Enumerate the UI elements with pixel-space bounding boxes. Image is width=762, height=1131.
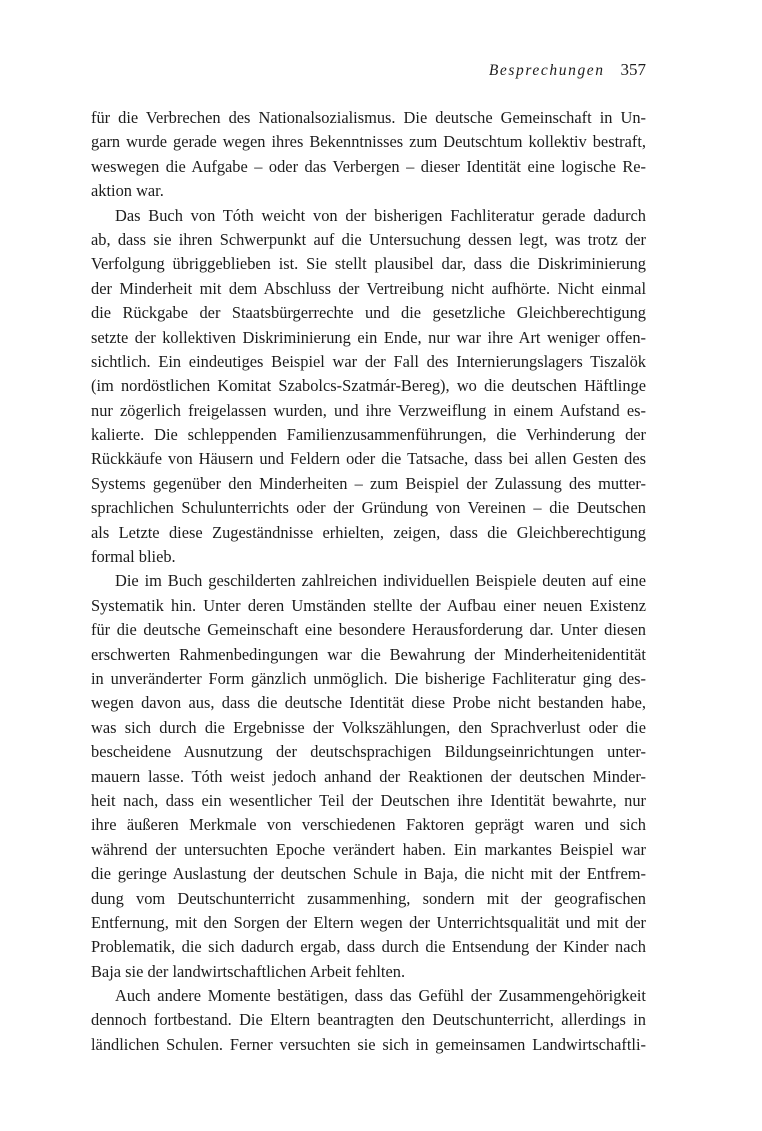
- running-head: [489, 60, 646, 81]
- text-line: Verfolgung übriggeblieben ist. Sie stellt plausibel dar, dass die Diskriminierung: [91, 254, 646, 274]
- text-line: die geringe Auslastung der deutschen Schule in Baja, die nicht mit der Entfrem-: [91, 864, 646, 884]
- paragraph: [91, 569, 646, 984]
- text-line: für die Verbrechen des Nationalsozialismus. Die deutsche Gemeinschaft in Un-: [91, 108, 646, 127]
- text-line: Rückkäufe von Häusern und Feldern oder die Tatsache, dass bei allen Gesten des: [91, 449, 646, 469]
- text-line: für die deutsche Gemeinschaft eine besondere Herausforderung dar. Unter diesen: [91, 620, 646, 640]
- body-text: [91, 106, 646, 1057]
- text-line: heit nach, dass ein wesentlicher Teil der Deutschen ihre Identität bewahrte, nur: [91, 790, 646, 810]
- text-line: ihre äußeren Merkmale von verschiedenen Faktoren geprägt waren und sich: [91, 815, 646, 835]
- text-line: aktion war.: [91, 181, 164, 201]
- text-line: dung vom Deutschunterricht zusammenhing, sondern mit der geografischen: [91, 888, 646, 908]
- text-line: (im nordöstlichen Komitat Szabolcs-Szatmár-Bereg), wo die deutschen Häftlinge: [91, 376, 646, 396]
- text-line: ländlichen Schulen. Ferner versuchten sie sich in gemeinsamen Landwirtschaftli-: [91, 1034, 646, 1054]
- running-title: Besprechungen: [488, 62, 605, 79]
- text-line: sprachlichen Schulunterrichts oder der Gründung von Vereinen – die Deutschen: [91, 498, 646, 518]
- text-line: erschwerten Rahmenbedingungen war die Bewahrung der Minderheitenidentität: [91, 644, 646, 664]
- text-line: Das Buch von Tóth weicht von der bisherigen Fachliteratur gerade dadurch: [115, 205, 646, 225]
- text-line: weswegen die Aufgabe – oder das Verbergen – dieser Identität eine logische Re-: [91, 156, 646, 176]
- text-line: dennoch fortbestand. Die Eltern beantragten den Deutschunterricht, allerdings in: [91, 1010, 646, 1030]
- page-number: 357: [620, 60, 646, 79]
- text-line: nur zögerlich freigelassen wurden, und ihre Verzweiflung in einem Aufstand es-: [91, 400, 646, 420]
- text-line: der Minderheit mit dem Abschluss der Vertreibung nicht aufhörte. Nicht einmal: [91, 278, 646, 298]
- text-line: kalierte. Die schleppenden Familienzusammenführungen, die Verhinderung der: [91, 425, 646, 445]
- text-line: als Letzte diese Zugeständnisse erhielten, zeigen, dass die Gleichberechtigung: [91, 522, 646, 542]
- text-line: Problematik, die sich dadurch ergab, dass durch die Entsendung der Kinder nach: [91, 937, 646, 957]
- text-line: mauern lasse. Tóth weist jedoch anhand der Reaktionen der deutschen Minder-: [91, 766, 646, 786]
- text-line: Baja sie der landwirtschaftlichen Arbeit fehlten.: [91, 961, 406, 981]
- text-line: Systematik hin. Unter deren Umständen stellte der Aufbau einer neuen Existenz: [91, 595, 646, 615]
- text-line: Die im Buch geschilderten zahlreichen individuellen Beispiele deuten auf eine: [115, 571, 646, 591]
- text-line: ab, dass sie ihren Schwerpunkt auf die Untersuchung dessen legt, was trotz der: [91, 229, 646, 249]
- text-line: Auch andere Momente bestätigen, dass das Gefühl der Zusammengehörigkeit: [115, 986, 646, 1006]
- paragraph: [91, 204, 646, 570]
- text-line: garn wurde gerade wegen ihres Bekenntnisses zum Deutschtum kollektiv bestraft,: [91, 132, 646, 152]
- text-line: formal blieb.: [91, 547, 176, 567]
- text-line: was sich durch die Ergebnisse der Volkszählungen, den Sprachverlust oder die: [91, 717, 646, 737]
- text-line: während der untersuchten Epoche verändert haben. Ein markantes Beispiel war: [91, 839, 646, 859]
- text-line: Entfernung, mit den Sorgen der Eltern wegen der Unterrichtsqualität und mit der: [91, 912, 646, 932]
- text-line: setzte der kollektiven Diskriminierung ein Ende, nur war ihre Art weniger offen-: [91, 327, 646, 347]
- text-line: Systems gegenüber den Minderheiten – zum Beispiel der Zulassung des mutter-: [91, 473, 646, 493]
- text-line: in unveränderter Form gänzlich unmöglich. Die bisherige Fachliteratur ging des-: [91, 668, 646, 688]
- text-line: sichtlich. Ein eindeutiges Beispiel war der Fall des Internierungslagers Tiszalök: [91, 351, 646, 371]
- text-line: die Rückgabe der Staatsbürgerrechte und die gesetzliche Gleichberechtigung: [91, 303, 646, 323]
- paragraph: [91, 106, 646, 204]
- paragraph: [91, 984, 646, 1057]
- text-line: wegen davon aus, dass die deutsche Identität diese Probe nicht bestanden habe,: [91, 693, 646, 713]
- text-line: bescheidene Ausnutzung der deutschsprachigen Bildungseinrichtungen unter-: [91, 742, 646, 762]
